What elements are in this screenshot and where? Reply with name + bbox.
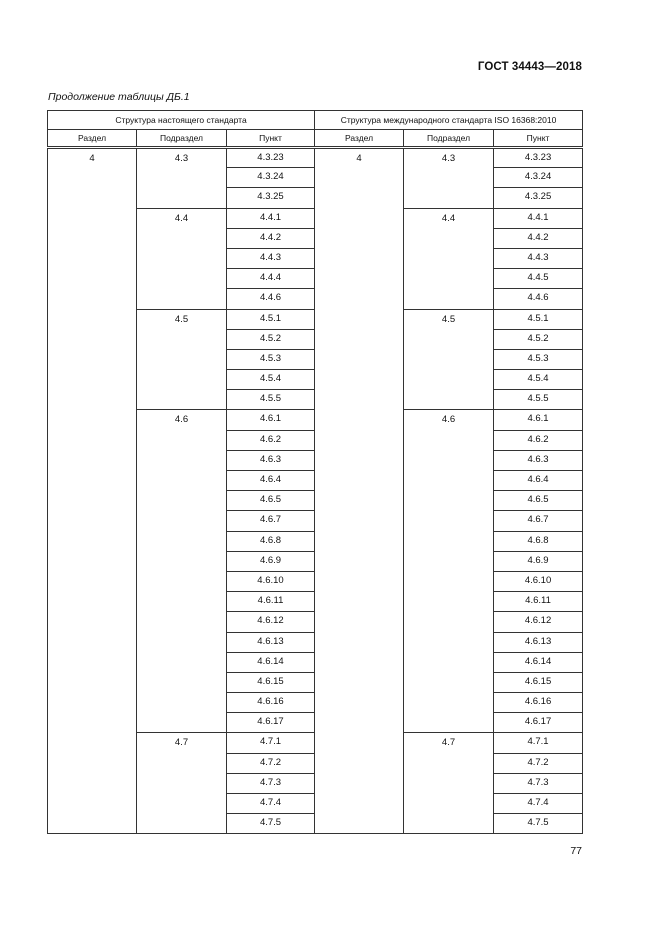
col-header-right-subsection: Подраздел <box>404 130 494 148</box>
left-clause-cell: 4.3.25 <box>227 188 315 208</box>
col-header-left-section: Раздел <box>48 130 137 148</box>
left-subsection-cell: 4.4 <box>137 208 227 309</box>
left-clause-cell: 4.7.3 <box>227 773 315 793</box>
correspondence-table <box>47 110 583 834</box>
left-clause-cell: 4.6.2 <box>227 430 315 450</box>
left-clause-cell: 4.6.9 <box>227 551 315 571</box>
left-clause-cell: 4.4.3 <box>227 248 315 268</box>
right-clause-cell: 4.5.2 <box>494 329 583 349</box>
right-section-cell: 4 <box>315 148 404 834</box>
group-header-right: Структура международного стандарта ISO 16368:2010 <box>315 111 583 130</box>
right-clause-cell: 4.6.2 <box>494 430 583 450</box>
left-clause-cell: 4.5.3 <box>227 349 315 369</box>
left-clause-cell: 4.7.2 <box>227 753 315 773</box>
right-subsection-cell: 4.4 <box>404 208 494 309</box>
right-clause-cell: 4.7.4 <box>494 794 583 814</box>
right-clause-cell: 4.6.4 <box>494 471 583 491</box>
right-clause-cell: 4.7.2 <box>494 753 583 773</box>
right-clause-cell: 4.6.10 <box>494 571 583 591</box>
left-subsection-cell: 4.7 <box>137 733 227 834</box>
left-clause-cell: 4.7.5 <box>227 814 315 834</box>
table-row <box>48 148 583 168</box>
group-header-left: Структура настоящего стандарта <box>48 111 315 130</box>
right-clause-cell: 4.4.5 <box>494 269 583 289</box>
right-clause-cell: 4.6.14 <box>494 652 583 672</box>
left-clause-cell: 4.6.8 <box>227 531 315 551</box>
left-clause-cell: 4.5.2 <box>227 329 315 349</box>
left-clause-cell: 4.7.4 <box>227 794 315 814</box>
left-clause-cell: 4.7.1 <box>227 733 315 753</box>
right-clause-cell: 4.5.3 <box>494 349 583 369</box>
right-clause-cell: 4.6.12 <box>494 612 583 632</box>
col-header-left-subsection: Подраздел <box>137 130 227 148</box>
right-clause-cell: 4.6.9 <box>494 551 583 571</box>
left-clause-cell: 4.6.16 <box>227 693 315 713</box>
col-header-left-clause: Пункт <box>227 130 315 148</box>
group-header-row <box>48 111 583 130</box>
left-clause-cell: 4.3.24 <box>227 168 315 188</box>
right-clause-cell: 4.5.4 <box>494 370 583 390</box>
right-clause-cell: 4.3.25 <box>494 188 583 208</box>
right-clause-cell: 4.4.3 <box>494 248 583 268</box>
column-header-row <box>48 130 583 148</box>
table-body <box>48 148 583 834</box>
right-clause-cell: 4.6.15 <box>494 672 583 692</box>
right-subsection-cell: 4.5 <box>404 309 494 410</box>
left-subsection-cell: 4.5 <box>137 309 227 410</box>
right-clause-cell: 4.6.13 <box>494 632 583 652</box>
col-header-right-clause: Пункт <box>494 130 583 148</box>
left-clause-cell: 4.6.17 <box>227 713 315 733</box>
right-clause-cell: 4.6.1 <box>494 410 583 430</box>
left-clause-cell: 4.6.5 <box>227 491 315 511</box>
right-clause-cell: 4.4.2 <box>494 228 583 248</box>
right-subsection-cell: 4.7 <box>404 733 494 834</box>
left-clause-cell: 4.6.1 <box>227 410 315 430</box>
left-clause-cell: 4.4.1 <box>227 208 315 228</box>
standard-designation: ГОСТ 34443—2018 <box>477 61 582 73</box>
right-clause-cell: 4.7.5 <box>494 814 583 834</box>
left-clause-cell: 4.6.7 <box>227 511 315 531</box>
left-clause-cell: 4.4.2 <box>227 228 315 248</box>
left-clause-cell: 4.6.11 <box>227 592 315 612</box>
left-clause-cell: 4.6.10 <box>227 571 315 591</box>
left-clause-cell: 4.6.14 <box>227 652 315 672</box>
right-clause-cell: 4.5.1 <box>494 309 583 329</box>
right-clause-cell: 4.3.23 <box>494 148 583 168</box>
right-clause-cell: 4.6.11 <box>494 592 583 612</box>
right-clause-cell: 4.7.3 <box>494 773 583 793</box>
left-subsection-cell: 4.3 <box>137 148 227 209</box>
left-clause-cell: 4.6.3 <box>227 450 315 470</box>
right-clause-cell: 4.4.6 <box>494 289 583 309</box>
left-clause-cell: 4.3.23 <box>227 148 315 168</box>
right-clause-cell: 4.6.8 <box>494 531 583 551</box>
left-clause-cell: 4.6.15 <box>227 672 315 692</box>
right-subsection-cell: 4.6 <box>404 410 494 733</box>
right-clause-cell: 4.4.1 <box>494 208 583 228</box>
right-clause-cell: 4.7.1 <box>494 733 583 753</box>
left-subsection-cell: 4.6 <box>137 410 227 733</box>
right-subsection-cell: 4.3 <box>404 148 494 209</box>
table-caption: Продолжение таблицы ДБ.1 <box>48 91 190 103</box>
left-clause-cell: 4.6.4 <box>227 471 315 491</box>
right-clause-cell: 4.5.5 <box>494 390 583 410</box>
right-clause-cell: 4.6.3 <box>494 450 583 470</box>
right-clause-cell: 4.6.5 <box>494 491 583 511</box>
left-clause-cell: 4.5.5 <box>227 390 315 410</box>
col-header-right-section: Раздел <box>315 130 404 148</box>
left-clause-cell: 4.4.6 <box>227 289 315 309</box>
left-clause-cell: 4.5.1 <box>227 309 315 329</box>
left-section-cell: 4 <box>48 148 137 834</box>
left-clause-cell: 4.4.4 <box>227 269 315 289</box>
left-clause-cell: 4.6.12 <box>227 612 315 632</box>
right-clause-cell: 4.3.24 <box>494 168 583 188</box>
page-number: 77 <box>570 845 582 857</box>
right-clause-cell: 4.6.17 <box>494 713 583 733</box>
left-clause-cell: 4.6.13 <box>227 632 315 652</box>
right-clause-cell: 4.6.16 <box>494 693 583 713</box>
left-clause-cell: 4.5.4 <box>227 370 315 390</box>
right-clause-cell: 4.6.7 <box>494 511 583 531</box>
